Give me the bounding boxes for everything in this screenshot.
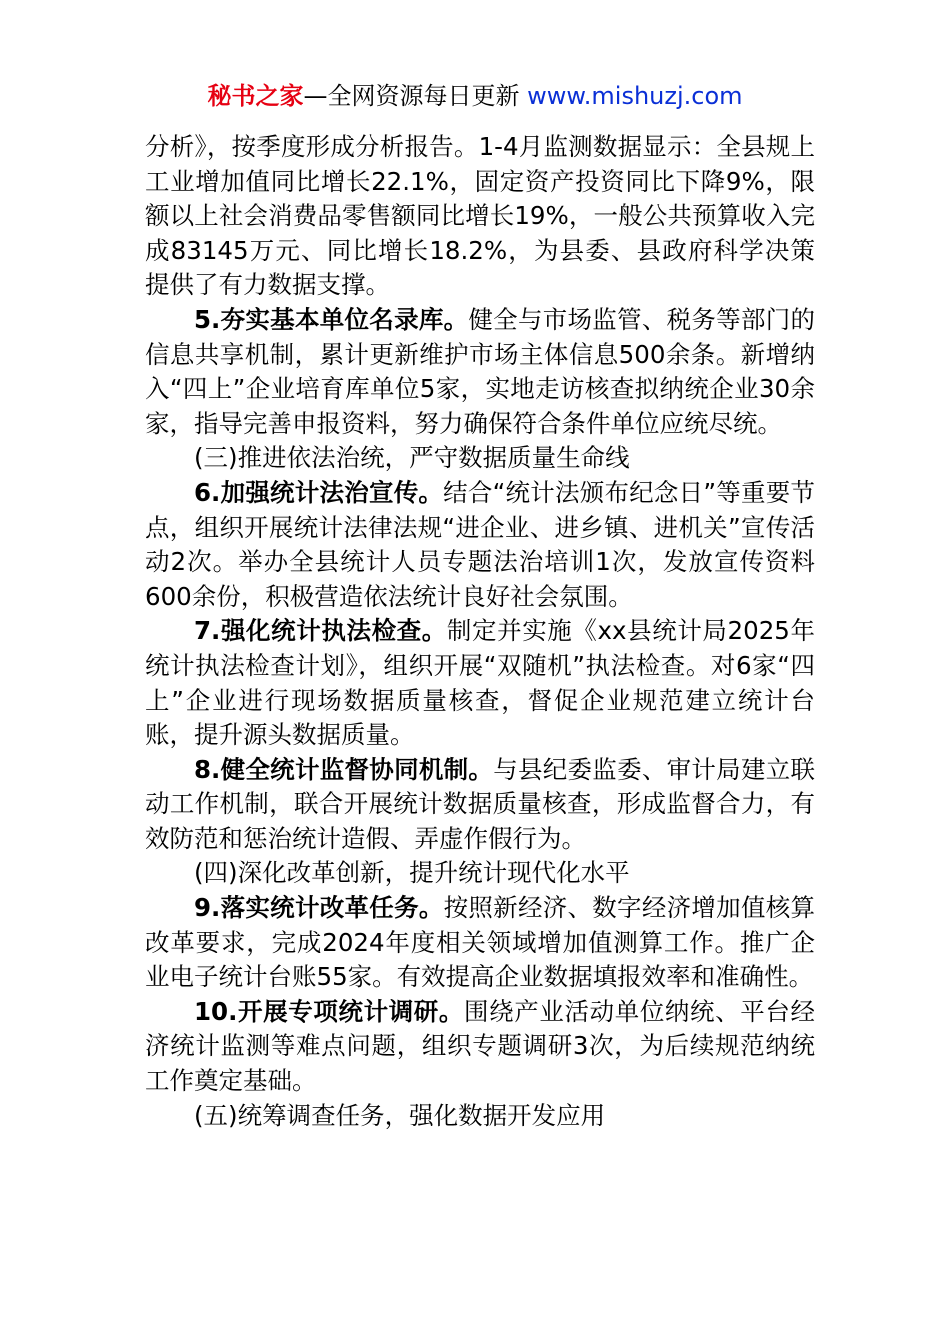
- site-url[interactable]: www.mishuzj.com: [527, 82, 743, 110]
- paragraph-text: 健全与市场监管、税务等部门的信息共享机制，累计更新维护市场主体信息500余条。新增纳入“四上”企业培育库单位5家，实地走访核查拟纳统企业30余家，指导完善申报资料，努力确保符合条件单位应统尽统。: [145, 304, 816, 438]
- section-heading-3: [145, 441, 815, 476]
- paragraph-text: 制定并实施《xx县统计局2025年统计执法检查计划》，组织开展“双随机”执法检查。对6家“四上”企业进行现场数据质量核查，督促企业规范建立统计台账，提升源头数据质量。: [145, 616, 815, 750]
- section-heading-4: [145, 856, 815, 891]
- paragraph-analysis: [145, 130, 815, 303]
- item-heading: 10.开展专项统计调研。: [194, 996, 465, 1026]
- site-tagline: —全网资源每日更新: [303, 82, 528, 110]
- section-heading-5: [145, 1099, 815, 1134]
- paragraph-text: 按照新经济、数字经济增加值核算改革要求，完成2024年度相关领域增加值测算工作。推广企业电子统计台账55家。有效提高企业数据填报效率和准确性。: [145, 893, 815, 992]
- paragraph-item-5: [145, 303, 815, 441]
- item-heading: 9.落实统计改革任务。: [194, 893, 444, 923]
- site-header: [0, 80, 950, 112]
- paragraph-text: 分析》，按季度形成分析报告。1-4月监测数据显示：全县规上工业增加值同比增长22.1%，固定资产投资同比下降9%，限额以上社会消费品零售额同比增长19%，一般公共预算收入完成83145万元、同比增长18.2%，为县委、县政府科学决策提供了有力数据支撑。: [145, 132, 815, 300]
- document-body: [145, 130, 815, 1133]
- paragraph-text: 围绕产业活动单位纳统、平台经济统计监测等难点问题，组织专题调研3次，为后续规范纳统工作奠定基础。: [145, 996, 815, 1096]
- item-heading: 5.夯实基本单位名录库。: [194, 304, 469, 334]
- paragraph-text: 与县纪委监委、审计局建立联动工作机制，联合开展统计数据质量核查，形成监督合力，有效防范和惩治统计造假、弄虚作假行为。: [145, 754, 816, 853]
- paragraph-item-8: [145, 753, 815, 857]
- item-heading: 6.加强统计法治宣传。: [194, 477, 444, 507]
- paragraph-item-6: [145, 476, 815, 614]
- item-heading: 8.健全统计监督协同机制。: [194, 754, 494, 784]
- site-brand: 秘书之家: [207, 82, 304, 110]
- paragraph-item-9: [145, 891, 815, 995]
- paragraph-item-10: [145, 995, 815, 1099]
- paragraph-text: 结合“统计法颁布纪念日”等重要节点，组织开展统计法律法规“进企业、进乡镇、进机关”宣传活动2次。举办全县统计人员专题法治培训1次，发放宣传资料600余份，积极营造依法统计良好社会氛围。: [145, 477, 815, 611]
- section-heading-text: (五)统筹调查任务，强化数据开发应用: [194, 1100, 606, 1130]
- section-heading-text: (三)推进依法治统，严守数据质量生命线: [194, 443, 630, 473]
- paragraph-item-7: [145, 614, 815, 752]
- section-heading-text: (四)深化改革创新，提升统计现代化水平: [194, 858, 630, 888]
- item-heading: 7.强化统计执法检查。: [194, 616, 447, 646]
